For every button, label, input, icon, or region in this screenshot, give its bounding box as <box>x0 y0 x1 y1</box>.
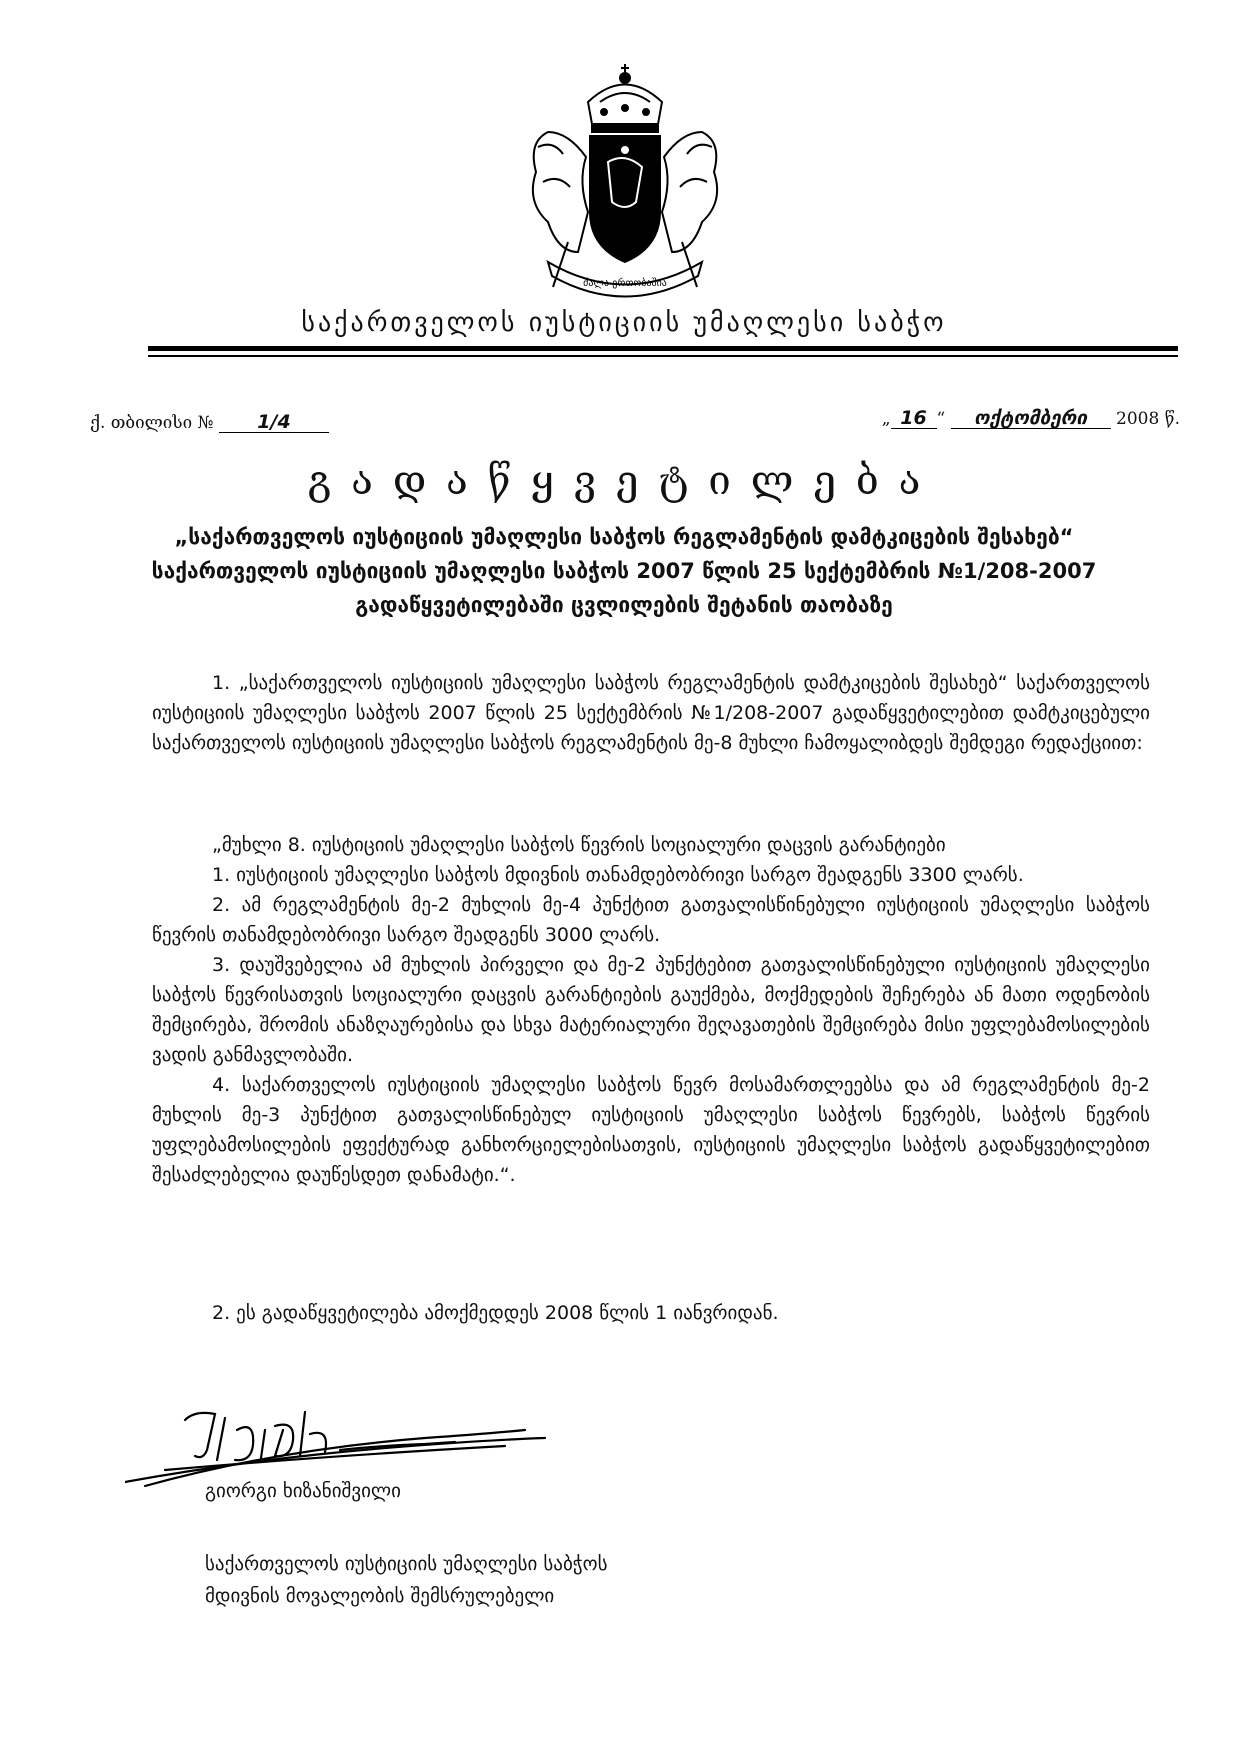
article-title: „მუხლი 8. იუსტიციის უმაღლესი საბჭოს წევრის სოციალური დაცვის გარანტიები <box>212 834 946 856</box>
document-subtitle <box>140 520 1108 622</box>
header-rule-thick <box>148 346 1178 351</box>
decision-paragraph-1: 1. „საქართველოს იუსტიციის უმაღლესი საბჭოს რეგლამენტის დამტკიცების შესახებ“ საქართველოს იუსტიციის უმაღლესი საბჭოს 2007 წლის 25 სექტემბრის №1/208-2007 გადაწყვეტილებით დამტკიცებული საქართველოს იუსტიციის უმაღლესი საბჭოს რეგლამენტის მე-8 მუხლი ჩამოყალიბდეს შემდეგი რედაქციით: <box>152 672 1150 754</box>
subtitle-line-1: „საქართველოს იუსტიციის უმაღლესი საბჭოს რეგლამენტის დამტკიცების შესახებ“ <box>174 525 1074 549</box>
date-month: ოქტომბერი <box>951 408 1111 429</box>
article-item-2: 2. ამ რეგლამენტის მე-2 მუხლის მე-4 პუნქტით გათვალისწინებული იუსტიციის უმაღლესი საბჭოს წევრის თანამდებობრივი სარგო შეადგენს 3000 ლარს. <box>152 894 1150 946</box>
article-item-3: 3. დაუშვებელია ამ მუხლის პირველი და მე-2 პუნქტებით გათვალისწინებული იუსტიციის უმაღლესი საბჭოს წევრისათვის სოციალური დაცვის გარანტიების გაუქმება, მოქმედების შეჩერება ან მათი ოდენობის შემცირება, შრომის ანაზღაურებისა და სხვა მატერიალური შეღავათების შემცირება მისი უფლებამოსილების ვადის განმავლობაში. <box>152 954 1150 1066</box>
date-year-suffix: წ. <box>1164 409 1180 429</box>
signer-role <box>205 1548 608 1612</box>
document-date <box>882 408 1180 429</box>
subtitle-line-2: საქართველოს იუსტიციის უმაღლესი საბჭოს 2007 წლის 25 სექტემბრის №1/208-2007 <box>151 559 1097 583</box>
georgia-coat-of-arms-icon <box>508 62 742 302</box>
svg-text:ძალა ერთობაშია: ძალა ერთობაშია <box>583 278 667 289</box>
document-title: გადაწყვეტილება <box>307 458 941 504</box>
document-number: 1/4 <box>219 412 329 433</box>
city-label: ქ. თბილისი № <box>90 413 214 433</box>
decision-paragraph-2: 2. ეს გადაწყვეტილება ამოქმედდეს 2008 წლის 1 იანვრიდან. <box>212 1302 779 1324</box>
signer-name: გიორგი ხიზანიშვილი <box>205 1480 401 1502</box>
subtitle-line-3: გადაწყვეტილებაში ცვლილების შეტანის თაობაზე <box>355 593 893 617</box>
document-number-line <box>90 412 329 433</box>
institution-name: საქართველოს იუსტიციის უმაღლესი საბჭო <box>301 308 947 338</box>
signer-role-line-1: საქართველოს იუსტიციის უმაღლესი საბჭოს <box>205 1553 608 1575</box>
date-open-quote: „ <box>881 409 891 429</box>
date-year: 2008 <box>1116 409 1160 429</box>
date-day: 16 <box>891 408 937 429</box>
date-close-quote: “ <box>936 409 946 429</box>
article-8-text <box>152 830 1150 1190</box>
signer-role-line-2: მდივნის მოვალეობის შემსრულებელი <box>205 1585 555 1607</box>
header-rule-thin <box>148 355 1178 357</box>
article-item-1: 1. იუსტიციის უმაღლესი საბჭოს მდივნის თანამდებობრივი სარგო შეადგენს 3300 ლარს. <box>212 864 1024 886</box>
article-item-4: 4. საქართველოს იუსტიციის უმაღლესი საბჭოს წევრ მოსამართლეებსა და ამ რეგლამენტის მე-2 მუხლის მე-3 პუნქტით გათვალისწინებულ იუსტიციის უმაღლესი საბჭოს წევრებს, საბჭოს წევრის უფლებამოსილების ეფექტურად განხორციელებისათვის, იუსტიციის უმაღლესი საბჭოს გადაწყვეტილებით შესაძლებელია დაუწესდეთ დანამატი.“. <box>152 1074 1150 1186</box>
